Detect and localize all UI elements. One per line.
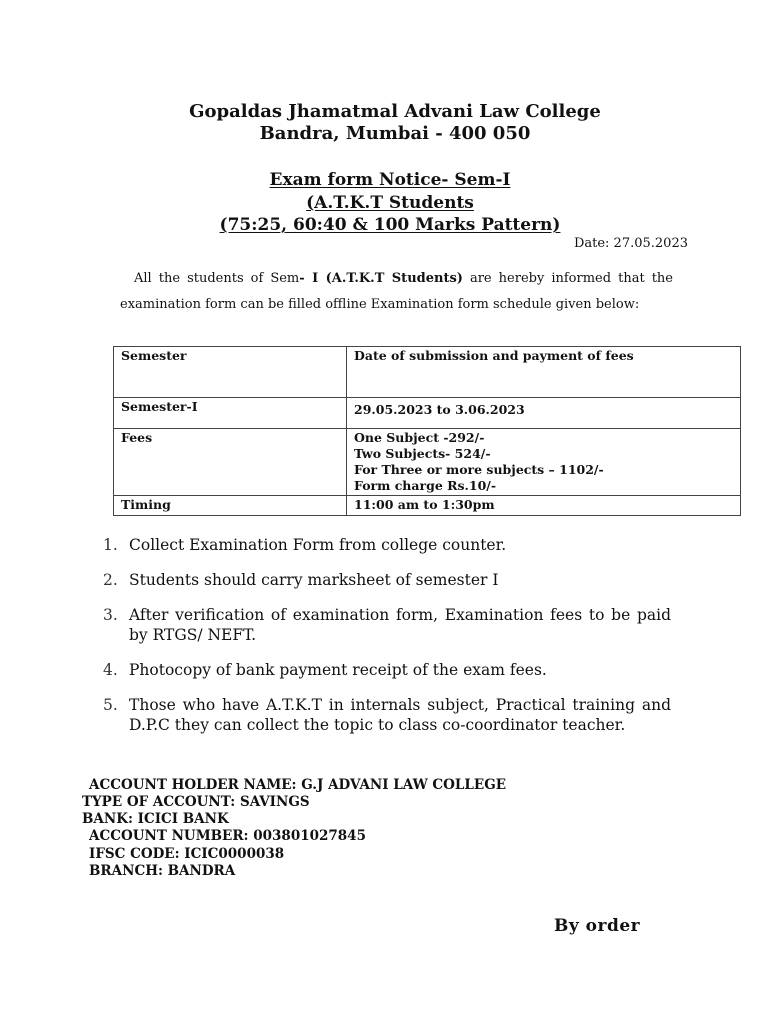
instructions-list	[103, 535, 671, 750]
list-text: Students should carry marksheet of semester I	[129, 571, 499, 589]
semester-label: Semester-I	[114, 398, 347, 429]
list-number: 5.	[103, 696, 118, 714]
bank-name: BANK: ICICI BANK	[82, 811, 229, 827]
fees-label: Fees	[114, 429, 347, 496]
list-item	[103, 605, 671, 645]
list-number: 4.	[103, 661, 118, 679]
header-date-of-submission: Date of submission and payment of fees	[347, 347, 741, 398]
timing-value: 11:00 am to 1:30pm	[347, 496, 741, 516]
college-name: Gopaldas Jhamatmal Advani Law College	[189, 101, 601, 122]
fees-values	[347, 429, 741, 496]
college-address: Bandra, Mumbai - 400 050	[259, 123, 531, 144]
account-number: ACCOUNT NUMBER: 003801027845	[89, 828, 366, 844]
list-number: 3.	[103, 606, 118, 624]
semester-dates	[347, 398, 741, 429]
notice-date: Date: 27.05.2023	[573, 236, 688, 251]
by-order-signoff: By order	[554, 916, 641, 936]
intro-text-start: All the students of Sem	[134, 271, 300, 286]
timing-label: Timing	[114, 496, 347, 516]
list-text: Collect Examination Form from college counter.	[129, 536, 507, 554]
list-number: 2.	[103, 571, 118, 589]
account-holder-name: ACCOUNT HOLDER NAME: G.J ADVANI LAW COLLEGE	[89, 777, 507, 793]
intro-text-bold: - I (A.T.K.T Students)	[299, 271, 463, 286]
list-text: After verification of examination form, Examination fees to be paid by RTGS/ NEFT.	[129, 606, 671, 644]
intro-text-end: are hereby informed that the examination form can be filled offline Examination form schedule given below:	[120, 271, 673, 312]
list-text: Those who have A.T.K.T in internals subject, Practical training and D.P.C they can collect the topic to class co-coordinator teacher.	[129, 696, 671, 734]
account-type: TYPE OF ACCOUNT: SAVINGS	[82, 794, 310, 810]
fee-three-or-more: For Three or more subjects – 1102/-	[354, 462, 604, 477]
list-item	[103, 535, 671, 555]
ifsc-code: IFSC CODE: ICIC0000038	[89, 846, 285, 862]
table-row-semester	[114, 398, 741, 429]
list-item	[103, 570, 671, 590]
list-item	[103, 695, 671, 735]
notice-subtitle-pattern: (75:25, 60:40 & 100 Marks Pattern)	[219, 215, 561, 235]
branch-name: BRANCH: BANDRA	[89, 863, 236, 879]
header-semester: Semester	[114, 347, 347, 398]
table-row-timing	[114, 496, 741, 516]
fee-two-subjects: Two Subjects- 524/-	[354, 446, 491, 461]
schedule-table	[113, 346, 741, 516]
semester-date-range: 29.05.2023 to 3.06.2023	[354, 402, 525, 417]
intro-paragraph	[120, 266, 673, 318]
notice-subtitle-students: (A.T.K.T Students	[306, 193, 474, 213]
table-row-fees	[114, 429, 741, 496]
list-item	[103, 660, 671, 680]
fee-one-subject: One Subject -292/-	[354, 430, 485, 445]
list-text: Photocopy of bank payment receipt of the exam fees.	[129, 661, 547, 679]
fee-form-charge: Form charge Rs.10/-	[354, 478, 497, 493]
table-header-row	[114, 347, 741, 398]
list-number: 1.	[103, 536, 118, 554]
notice-title: Exam form Notice- Sem-I	[269, 170, 511, 190]
